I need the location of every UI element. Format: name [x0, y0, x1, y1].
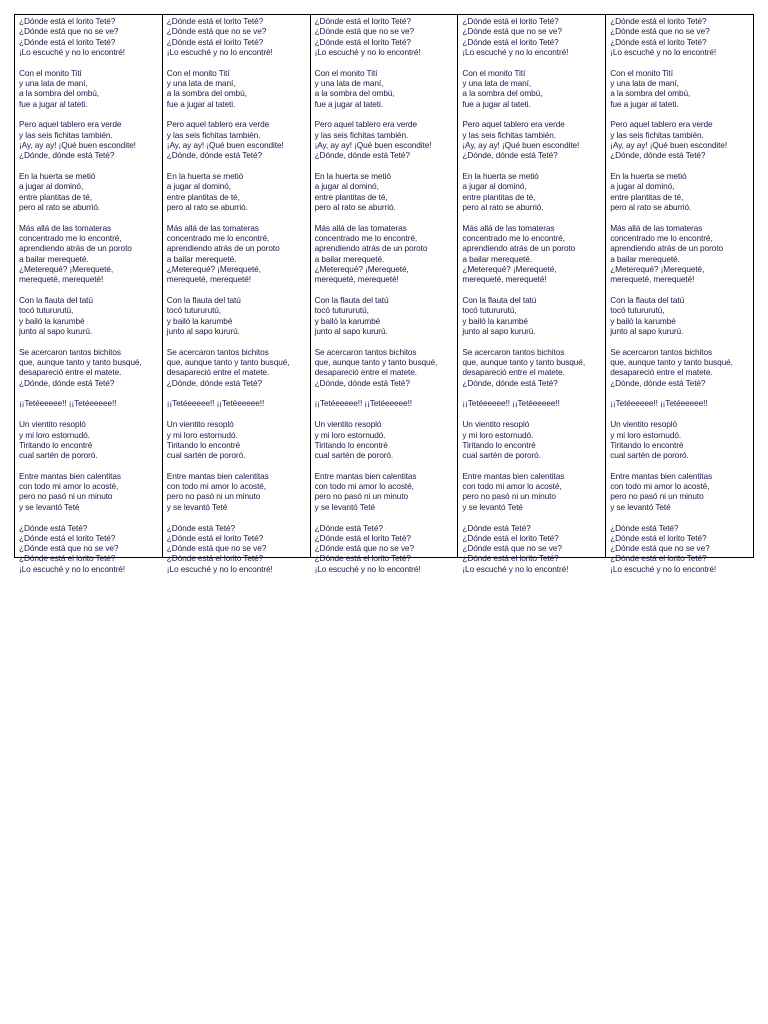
poem-line: ¡Ay, ay ay! ¡Qué buen escondite! [166, 139, 284, 150]
poem-line: Entre mantas bien calentitas [462, 470, 565, 481]
poem-line: y bailó la karumbé [166, 315, 233, 326]
poem-line: ¡¡Tetéeeeee!! ¡¡Tetéeeeee!! [166, 398, 265, 409]
poem-line: cual sartén de pororó. [19, 450, 98, 461]
stanza [462, 16, 603, 57]
poem-line: ¿Dónde está Teté? [314, 522, 383, 533]
poem-line: y bailó la karumbé [314, 315, 381, 326]
poem-line: a la sombra del ombú, [462, 88, 543, 99]
poem-line: y una lata de maní, [19, 77, 88, 88]
poem-line: ¡¡Tetéeeeee!! ¡¡Tetéeeeee!! [19, 398, 117, 409]
poem-line: a la sombra del ombú, [19, 88, 99, 99]
poem-line: ¿Dónde está que no se ve? [610, 543, 710, 554]
poem-line: fue a jugar al tateti. [19, 98, 88, 109]
poem-line: Con la flauta del tatú [19, 295, 93, 306]
poem-line: ¿Dónde, dónde está Teté? [166, 150, 263, 161]
stanza [167, 119, 308, 160]
poem-line: a la sombra del ombú, [314, 88, 395, 99]
poem-line: y una lata de maní, [314, 77, 384, 88]
poem-line: cual sartén de pororó. [314, 450, 394, 461]
poem-line: merequeté, merequeté! [610, 274, 695, 285]
poem-line: cual sartén de pororó. [610, 450, 689, 461]
poem-line: ¿Dónde, dónde está Teté? [462, 150, 558, 161]
poem-line: tocó tutururutú, [19, 305, 74, 316]
poem-line: con todo mi amor lo acosté, [462, 481, 562, 492]
poem-line: fue a jugar al tateti. [166, 98, 236, 109]
stanza [315, 471, 456, 512]
poem-line: merequeté, merequeté! [314, 274, 399, 285]
poem-line: Se acercaron tantos bichitos [314, 346, 417, 357]
poem-line: ¿Dónde está que no se ve? [166, 543, 267, 554]
poem-line: Más allá de las tomateras [314, 222, 407, 233]
poem-line: fue a jugar al tateti. [314, 98, 383, 109]
stanza [19, 16, 160, 57]
poem-line: y mi loro estornudó. [462, 429, 534, 440]
poem-line: Entre mantas bien calentitas [166, 470, 269, 481]
stanza [19, 295, 160, 336]
stanza [167, 223, 308, 285]
poem-line: pero no pasó ni un minuto [19, 491, 113, 502]
poem-line: ¡Lo escuché y no lo encontré! [462, 46, 569, 57]
stanza [167, 471, 308, 512]
poem-line: y una lata de maní, [462, 77, 532, 88]
poem-line: merequeté, merequeté! [462, 274, 547, 285]
stanza [167, 295, 308, 336]
stanza [462, 471, 603, 512]
poem-line: pero al rato se aburrió. [610, 201, 692, 212]
poem-line: Pero aquel tablero era verde [462, 119, 565, 130]
poem-line: ¿Dónde está el lorito Teté? [610, 36, 707, 47]
poem-line: entre plantitas de té, [610, 191, 684, 202]
poem-line: aprendiendo atrás de un poroto [462, 243, 576, 254]
poem-line: ¿Dónde está el lorito Teté? [314, 553, 411, 564]
poem-line: En la huerta se metió [610, 171, 687, 182]
poem-line: Tiritando lo encontré [610, 439, 684, 450]
poem-line: aprendiendo atrás de un poroto [19, 243, 132, 254]
poem-line: y mi loro estornudó. [314, 429, 386, 440]
poem-line: tocó tutururutú, [314, 305, 369, 316]
poem-column-3 [310, 15, 458, 574]
poem-line: y bailó la karumbé [610, 315, 676, 326]
poem-line: ¿Dónde, dónde está Teté? [462, 377, 558, 388]
poem-line: con todo mi amor lo acosté, [610, 481, 710, 492]
poem-line: ¿Dónde está Teté? [610, 522, 679, 533]
poem-line: ¿Meterequé? ¡Merequeté, [610, 263, 705, 274]
poem-line: Con la flauta del tatú [314, 295, 389, 306]
poem-line: ¿Dónde, dónde está Teté? [610, 150, 706, 161]
poem-line: y bailó la karumbé [462, 315, 528, 326]
poem-line: ¿Dónde está el lorito Teté? [462, 16, 559, 26]
poem-line: entre plantitas de té, [166, 191, 240, 202]
poem-line: a bailar merequeté. [462, 253, 532, 264]
poem-line: tocó tutururutú, [462, 305, 517, 316]
poem-line: Un vientito resopló [314, 419, 382, 430]
stanza [610, 523, 751, 574]
poem-line: Un vientito resopló [19, 419, 86, 430]
poem-line: cual sartén de pororó. [462, 450, 541, 461]
poem-line: a bailar merequeté. [314, 253, 385, 264]
poem-line: y se levantó Teté [19, 501, 80, 512]
poem-line: pero al rato se aburrió. [462, 201, 544, 212]
poem-line: Tiritando lo encontré [314, 439, 388, 450]
poem-line: aprendiendo atrás de un poroto [166, 243, 280, 254]
poem-line: Con la flauta del tatú [610, 295, 685, 306]
poem-line: ¿Dónde está el lorito Teté? [166, 16, 264, 26]
stanza [19, 171, 160, 212]
poem-line: Con el monito Tití [314, 67, 378, 78]
stanza [462, 523, 603, 574]
poem-line: concentrado me lo encontré, [166, 233, 270, 244]
poem-line: tocó tutururutú, [166, 305, 222, 316]
stanza [610, 16, 751, 57]
poem-line: Con el monito Tití [462, 67, 526, 78]
poem-line: ¡¡Tetéeeeee!! ¡¡Tetéeeeee!! [314, 398, 412, 409]
poem-line: Pero aquel tablero era verde [166, 119, 270, 130]
poem-line: pero no pasó ni un minuto [166, 491, 261, 502]
stanza [167, 68, 308, 109]
stanza [610, 398, 751, 408]
poem-line: ¿Dónde está el lorito Teté? [462, 36, 559, 47]
poem-line: Entre mantas bien calentitas [314, 470, 417, 481]
poem-line: Más allá de las tomateras [166, 222, 259, 233]
poem-line: que, aunque tanto y tanto busqué, [610, 357, 733, 368]
poem-line: ¿Dónde está que no se ve? [19, 543, 119, 554]
poem-line: concentrado me lo encontré, [19, 233, 122, 244]
poem-line: desapareció entre el matete. [462, 367, 565, 378]
poem-line: cual sartén de pororó. [166, 450, 246, 461]
poem-line: ¿Dónde está el lorito Teté? [314, 532, 411, 543]
poem-line: con todo mi amor lo acosté, [314, 481, 414, 492]
poem-line: Se acercaron tantos bichitos [166, 346, 269, 357]
poem-line: ¿Dónde está que no se ve? [166, 26, 267, 37]
poem-line: junto al sapo kururú. [19, 325, 93, 336]
poem-line: ¿Dónde está el lorito Teté? [314, 36, 411, 47]
poem-line: En la huerta se metió [166, 171, 244, 182]
stanza [19, 347, 160, 388]
poem-line: ¿Dónde está el lorito Teté? [166, 553, 264, 564]
stanza [167, 171, 308, 212]
poem-line: y las seis fichitas también. [19, 129, 113, 140]
stanza [610, 419, 751, 460]
stanza [610, 295, 751, 336]
poem-line: que, aunque tanto y tanto busqué, [314, 357, 438, 368]
poem-line: ¿Meterequé? ¡Merequeté, [314, 263, 409, 274]
poem-line: y bailó la karumbé [19, 315, 85, 326]
stanza [610, 471, 751, 512]
poem-line: ¡Ay, ay ay! ¡Qué buen escondite! [462, 139, 580, 150]
poem-line: ¿Dónde, dónde está Teté? [610, 377, 706, 388]
poem-line: ¿Dónde, dónde está Teté? [19, 377, 115, 388]
poem-line: Se acercaron tantos bichitos [462, 346, 565, 357]
poem-line: ¡¡Tetéeeeee!! ¡¡Tetéeeeee!! [462, 398, 560, 409]
stanza [462, 171, 603, 212]
poem-line: con todo mi amor lo acosté, [166, 481, 267, 492]
poem-line: a jugar al dominó, [462, 181, 527, 192]
poem-line: En la huerta se metió [19, 171, 96, 182]
stanza [610, 347, 751, 388]
poem-line: a bailar merequeté. [19, 253, 89, 264]
poem-line: ¿Dónde, dónde está Teté? [19, 150, 115, 161]
stanza [167, 398, 308, 408]
poem-line: concentrado me lo encontré, [610, 233, 713, 244]
stanza [19, 398, 160, 408]
poem-line: ¿Dónde está el lorito Teté? [19, 532, 116, 543]
poem-line: Un vientito resopló [610, 419, 678, 430]
poem-line: y una lata de maní, [166, 77, 236, 88]
poem-line: ¡Lo escuché y no lo encontré! [462, 563, 569, 574]
stanza [462, 68, 603, 109]
stanza [167, 347, 308, 388]
poem-line: ¡Ay, ay ay! ¡Qué buen escondite! [610, 139, 728, 150]
stanza [315, 295, 456, 336]
poem-line: ¡Lo escuché y no lo encontré! [610, 46, 717, 57]
poem-line: desapareció entre el matete. [166, 367, 270, 378]
poem-line: ¿Dónde está el lorito Teté? [462, 553, 559, 564]
poem-line: ¿Dónde está Teté? [166, 522, 236, 533]
stanza [610, 68, 751, 109]
poem-line: con todo mi amor lo acosté, [19, 481, 119, 492]
stanza [462, 295, 603, 336]
poem-line: fue a jugar al tateti. [610, 98, 679, 109]
poem-line: ¿Dónde está el lorito Teté? [314, 16, 411, 26]
stanza [462, 223, 603, 285]
stanza [167, 523, 308, 574]
stanza [19, 119, 160, 160]
poem-column-1 [15, 15, 162, 574]
stanza [610, 171, 751, 212]
poem-line: ¿Dónde está Teté? [19, 522, 88, 533]
poem-line: Tiritando lo encontré [462, 439, 536, 450]
stanza [610, 223, 751, 285]
poem-line: Se acercaron tantos bichitos [19, 346, 121, 357]
poem-line: ¿Dónde está el lorito Teté? [462, 532, 559, 543]
poem-line: ¿Dónde está Teté? [462, 522, 531, 533]
poem-line: En la huerta se metió [314, 171, 391, 182]
poem-line: ¡Lo escuché y no lo encontré! [19, 563, 125, 574]
poem-line: a bailar merequeté. [166, 253, 237, 264]
poem-line: ¿Dónde está que no se ve? [610, 26, 710, 37]
poem-line: entre plantitas de té, [314, 191, 388, 202]
poem-line: merequeté, merequeté! [19, 274, 104, 285]
poem-line: a la sombra del ombú, [610, 88, 691, 99]
poem-line: ¿Dónde está que no se ve? [19, 26, 119, 37]
poem-line: y las seis fichitas también. [314, 129, 409, 140]
poem-line: Entre mantas bien calentitas [610, 470, 713, 481]
poem-line: ¿Dónde está el lorito Teté? [19, 553, 116, 564]
poem-line: ¿Dónde está el lorito Teté? [166, 36, 264, 47]
poem-line: y se levantó Teté [462, 501, 523, 512]
poem-line: ¿Meterequé? ¡Merequeté, [462, 263, 557, 274]
poem-line: Con el monito Tití [166, 67, 230, 78]
poem-line: En la huerta se metió [462, 171, 539, 182]
stanza [462, 347, 603, 388]
stanza [315, 398, 456, 408]
stanza [19, 68, 160, 109]
stanza [315, 171, 456, 212]
poem-sheet [14, 14, 754, 574]
poem-line: Pero aquel tablero era verde [19, 119, 122, 130]
poem-line: Un vientito resopló [166, 419, 234, 430]
poem-line: desapareció entre el matete. [19, 367, 122, 378]
poem-line: a jugar al dominó, [314, 181, 379, 192]
stanza [19, 419, 160, 460]
poem-line: a jugar al dominó, [166, 181, 231, 192]
poem-line: ¿Dónde, dónde está Teté? [314, 377, 410, 388]
poem-line: fue a jugar al tateti. [462, 98, 531, 109]
poem-line: aprendiendo atrás de un poroto [314, 243, 428, 254]
poem-line: ¿Dónde está que no se ve? [462, 26, 562, 37]
poem-line: Tiritando lo encontré [19, 439, 93, 450]
stanza [19, 471, 160, 512]
poem-line: junto al sapo kururú. [610, 325, 684, 336]
poem-line: Más allá de las tomateras [610, 222, 703, 233]
poem-line: desapareció entre el matete. [314, 367, 417, 378]
poem-line: Tiritando lo encontré [166, 439, 241, 450]
poem-line: Se acercaron tantos bichitos [610, 346, 713, 357]
poem-line: ¡Lo escuché y no lo encontré! [610, 563, 717, 574]
stanza [315, 419, 456, 460]
poem-line: Más allá de las tomateras [19, 222, 112, 233]
poem-line: ¿Dónde está el lorito Teté? [19, 36, 116, 47]
stanza [315, 523, 456, 574]
stanza [315, 68, 456, 109]
poem-line: y una lata de maní, [610, 77, 679, 88]
stanza [315, 223, 456, 285]
poem-line: y se levantó Teté [314, 501, 376, 512]
poem-line: y mi loro estornudó. [166, 429, 238, 440]
poem-line: Un vientito resopló [462, 419, 530, 430]
stanza [462, 119, 603, 160]
poem-line: tocó tutururutú, [610, 305, 665, 316]
poem-line: ¿Dónde está el lorito Teté? [166, 532, 264, 543]
poem-line: Pero aquel tablero era verde [610, 119, 713, 130]
poem-line: y las seis fichitas también. [610, 129, 704, 140]
poem-line: y se levantó Teté [610, 501, 671, 512]
poem-line: ¿Dónde está el lorito Teté? [610, 532, 707, 543]
poem-line: ¿Dónde está el lorito Teté? [610, 16, 707, 26]
poem-line: merequeté, merequeté! [166, 274, 251, 285]
stanza [462, 419, 603, 460]
poem-line: pero al rato se aburrió. [19, 201, 101, 212]
poem-line: pero al rato se aburrió. [166, 201, 248, 212]
poem-line: ¿Dónde, dónde está Teté? [166, 377, 263, 388]
poem-line: ¿Dónde está que no se ve? [462, 543, 562, 554]
poem-line: ¡¡Tetéeeeee!! ¡¡Tetéeeeee!! [610, 398, 708, 409]
poem-line: pero no pasó ni un minuto [610, 491, 704, 502]
poem-line: que, aunque tanto y tanto busqué, [462, 357, 586, 368]
poem-line: ¿Dónde está el lorito Teté? [19, 16, 116, 26]
poem-line: concentrado me lo encontré, [462, 233, 565, 244]
stanza [167, 16, 308, 57]
poem-line: desapareció entre el matete. [610, 367, 713, 378]
poem-line: Con la flauta del tatú [462, 295, 537, 306]
stanza [19, 523, 160, 574]
stanza [19, 223, 160, 285]
poem-line: ¡Lo escuché y no lo encontré! [314, 46, 421, 57]
poem-line: ¡Lo escuché y no lo encontré! [314, 563, 421, 574]
poem-line: Con el monito Tití [610, 67, 673, 78]
poem-line: y se levantó Teté [166, 501, 228, 512]
poem-column-2 [162, 15, 310, 574]
poem-line: a bailar merequeté. [610, 253, 680, 264]
poem-line: ¡Ay, ay ay! ¡Qué buen escondite! [19, 139, 136, 150]
poem-column-4 [457, 15, 605, 574]
poem-line: ¡Lo escuché y no lo encontré! [19, 46, 125, 57]
poem-line: Más allá de las tomateras [462, 222, 555, 233]
stanza [167, 419, 308, 460]
stanza [315, 347, 456, 388]
poem-line: ¿Meterequé? ¡Merequeté, [19, 263, 114, 274]
poem-line: junto al sapo kururú. [462, 325, 536, 336]
poem-line: aprendiendo atrás de un poroto [610, 243, 723, 254]
poem-line: entre plantitas de té, [462, 191, 536, 202]
poem-line: pero al rato se aburrió. [314, 201, 396, 212]
poem-line: a jugar al dominó, [19, 181, 84, 192]
poem-line: ¿Meterequé? ¡Merequeté, [166, 263, 261, 274]
poem-line: que, aunque tanto y tanto busqué, [166, 357, 290, 368]
poem-line: concentrado me lo encontré, [314, 233, 418, 244]
poem-line: y mi loro estornudó. [19, 429, 90, 440]
poem-line: Entre mantas bien calentitas [19, 470, 121, 481]
poem-line: a la sombra del ombú, [166, 88, 247, 99]
poem-line: ¡Lo escuché y no lo encontré! [166, 46, 273, 57]
poem-line: entre plantitas de té, [19, 191, 92, 202]
poem-line: ¿Dónde, dónde está Teté? [314, 150, 410, 161]
poem-line: ¡Lo escuché y no lo encontré! [166, 563, 273, 574]
poem-column-5 [605, 15, 753, 574]
poem-line: y las seis fichitas también. [462, 129, 556, 140]
stanza [610, 119, 751, 160]
poem-line: Pero aquel tablero era verde [314, 119, 417, 130]
poem-line: que, aunque tanto y tanto busqué, [19, 357, 142, 368]
poem-line: junto al sapo kururú. [166, 325, 240, 336]
poem-line: ¿Dónde está que no se ve? [314, 543, 415, 554]
poem-line: pero no pasó ni un minuto [314, 491, 409, 502]
poem-line: Con el monito Tití [19, 67, 82, 78]
poem-line: ¿Dónde está el lorito Teté? [610, 553, 707, 564]
stanza [315, 119, 456, 160]
poem-line: pero no pasó ni un minuto [462, 491, 556, 502]
poem-line: y mi loro estornudó. [610, 429, 682, 440]
poem-line: junto al sapo kururú. [314, 325, 388, 336]
poem-line: ¿Dónde está que no se ve? [314, 26, 415, 37]
stanza [462, 398, 603, 408]
poem-line: y las seis fichitas también. [166, 129, 261, 140]
poem-line: a jugar al dominó, [610, 181, 675, 192]
poem-line: ¡Ay, ay ay! ¡Qué buen escondite! [314, 139, 432, 150]
stanza [315, 16, 456, 57]
poem-line: Con la flauta del tatú [166, 295, 241, 306]
